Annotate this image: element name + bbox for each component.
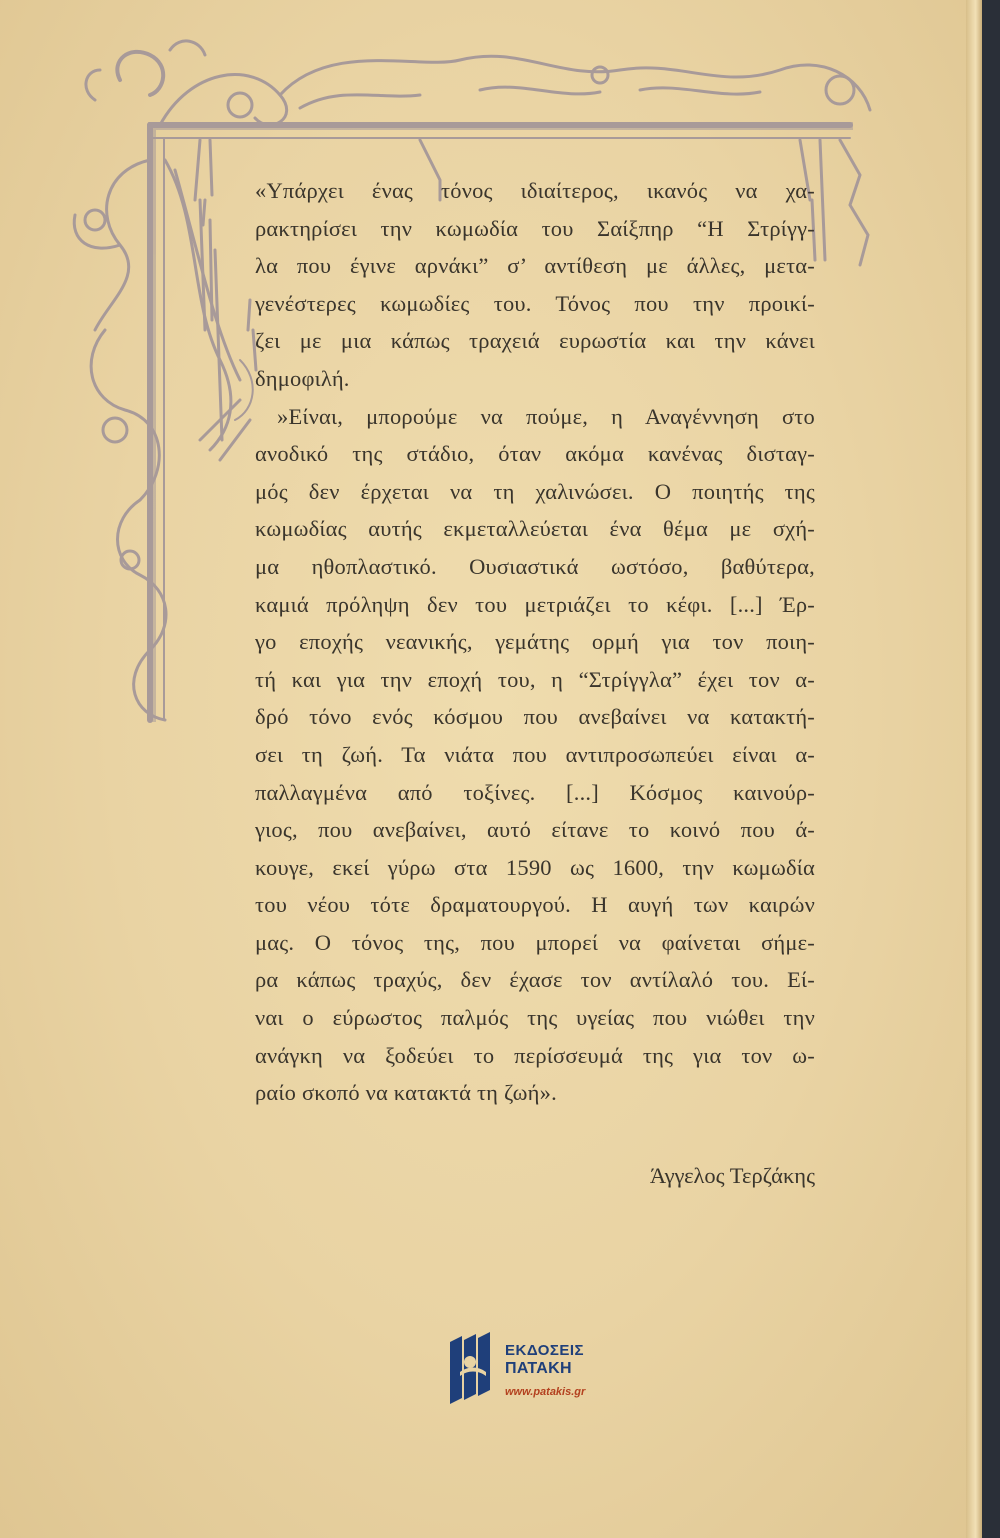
blurb-line: ανάγκη να ξοδεύει το περίσσευμά της για τον ω- (255, 1042, 815, 1068)
blurb-line: μός δεν έρχεται να τη χαλινώσει. Ο ποιητής της (255, 478, 815, 504)
blurb-line: παλλαγμένα από τοξίνες. [...] Κόσμος καινούρ- (255, 779, 815, 805)
blurb-line: «Υπάρχει ένας τόνος ιδιαίτερος, ικανός να χα- (255, 178, 815, 203)
page-edge (966, 0, 982, 1538)
quote-author: Άγγελος Τερζάκης (649, 1163, 815, 1188)
blurb-line: »Είναι, μπορούμε να πούμε, η Αναγέννηση στο (277, 403, 815, 429)
blurb-line: ζει με μια κάπως τραχειά ευρωστία και την κάνει (255, 328, 815, 354)
blurb-line: ρα κάπως τραχύς, δεν έχασε τον αντίλαλό του. Εί- (255, 967, 815, 993)
blurb-line: ρακτηρίσει την κωμωδία του Σαίξπηρ “Η Στρίγγ- (255, 215, 815, 241)
blurb-line: γενέστερες κωμωδίες του. Τόνος που την προικί- (255, 290, 815, 316)
blurb-line: γιος, που ανεβαίνει, αυτό είτανε το κοινό που ά- (255, 817, 815, 843)
blurb-line: καμιά πρόληψη δεν του μετριάζει το κέφι. [...] Έρ- (255, 591, 815, 617)
publisher-name-line2: ΠΑΤΑΚΗ (505, 1360, 572, 1377)
blurb-line: μας. Ο τόνος της, που μπορεί να φαίνεται σήμε- (255, 929, 815, 955)
blurb-line: σει τη ζωή. Τα νιάτα που αντιπροσωπεύει είναι α- (255, 741, 815, 767)
blurb-line: δημοφιλή. (255, 365, 350, 391)
blurb-line: μα ηθοπλαστικό. Ουσιαστικά ωστόσο, βαθύτερα, (255, 553, 815, 579)
blurb-line: δρό τόνο ενός κόσμου που ανεβαίνει να κατακτή- (255, 704, 815, 730)
back-cover-blurb (255, 172, 815, 1112)
blurb-line: ραίο σκοπό να κατακτά τη ζωή». (255, 1080, 557, 1106)
blurb-line: λα που έγινε αρνάκι” σ’ αντίθεση με άλλες, μετα- (255, 253, 815, 279)
publisher-books-icon (448, 1332, 498, 1404)
blurb-line: γο εποχής νεανικής, γεμάτης ορμή για τον ποιη- (255, 629, 815, 655)
publisher-url: www.patakis.gr (505, 1386, 586, 1398)
blurb-line: κουγε, εκεί γύρω στα 1590 ως 1600, την κωμωδία (255, 854, 815, 880)
blurb-line: κωμωδίας αυτής εκμεταλλεύεται ένα θέμα με σχή- (255, 516, 815, 542)
blurb-line: ανοδικό της στάδιο, όταν ακόμα κανένας δισταγ- (255, 441, 815, 467)
publisher-name-line1: ΕΚΔΟΣΕΙΣ (505, 1342, 585, 1359)
publisher-logo (448, 1328, 628, 1418)
blurb-line: τή και για την εποχή του, η “Στρίγγλα” έχει τον α- (255, 666, 815, 692)
blurb-line: ναι ο εύρωστος παλμός της υγείας που νιώθει την (255, 1005, 815, 1031)
blurb-line: του νέου τότε δραματουργού. Η αυγή των καιρών (255, 892, 815, 918)
